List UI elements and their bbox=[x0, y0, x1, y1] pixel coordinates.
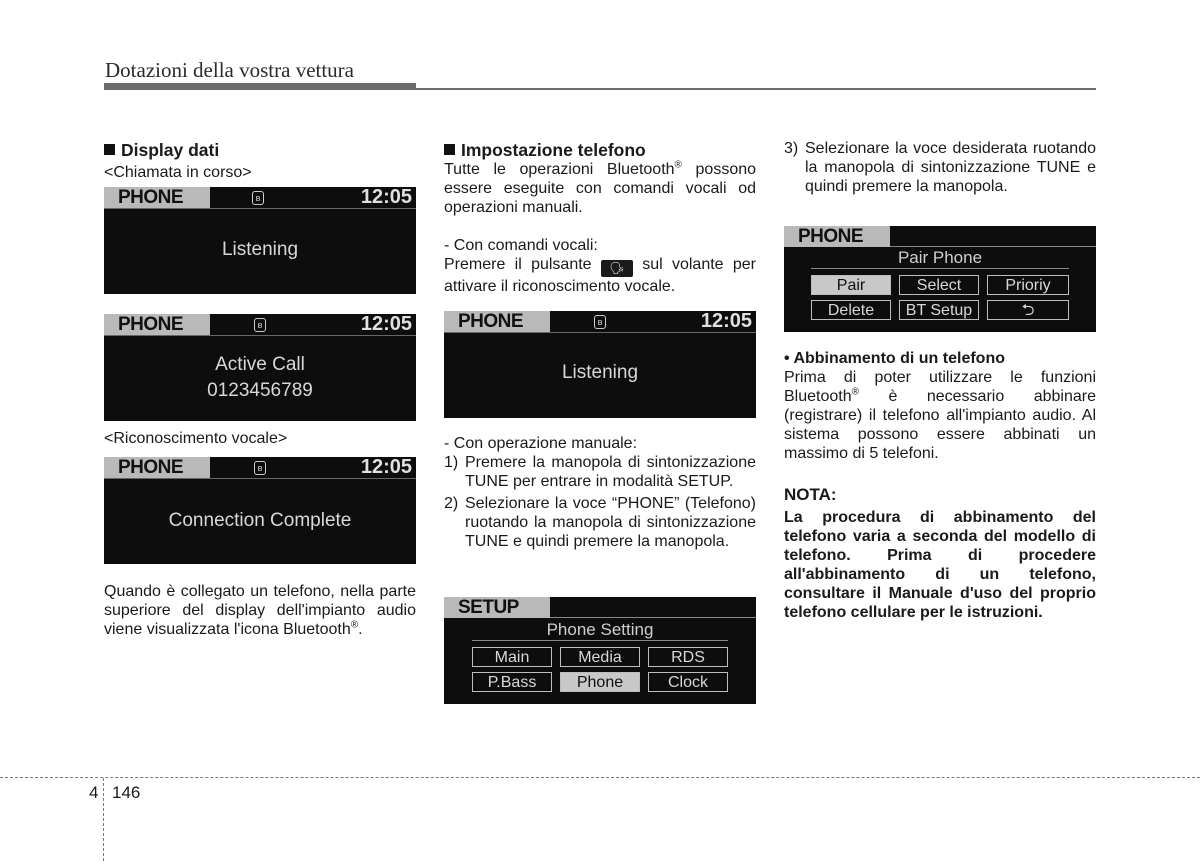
lcd-clock: 12:05 bbox=[360, 457, 412, 478]
left-column bbox=[104, 140, 416, 182]
menu-button-clock[interactable]: Clock bbox=[648, 672, 728, 692]
lcd-clock: 12:05 bbox=[700, 311, 752, 332]
header-rule-thick bbox=[104, 83, 416, 90]
lcd-active-call bbox=[104, 314, 416, 421]
step-1: 1) Premere la manopola di sintonizzazione TUNE per entrare in modalità SETUP. bbox=[444, 454, 756, 490]
lcd-pair-phone-menu bbox=[784, 226, 1096, 332]
menu-button-priority[interactable]: Prioriy bbox=[987, 275, 1069, 295]
menu-button-phone[interactable]: Phone bbox=[560, 672, 640, 692]
step-3: 3) Selezionare la voce desiderata ruotando la manopola di sintonizzazione TUNE e quindi premere la manopola. bbox=[784, 140, 1096, 195]
lcd-mode-tag: PHONE bbox=[104, 457, 210, 478]
menu-button-bt-setup[interactable]: BT Setup bbox=[899, 300, 979, 320]
lcd-message: Listening bbox=[561, 362, 639, 383]
menu-button-media[interactable]: Media bbox=[560, 647, 640, 667]
chapter-number: 4 bbox=[89, 783, 99, 802]
footer-dashed-rule bbox=[0, 777, 1200, 778]
step-2: 2) Selezionare la voce “PHONE” (Telefono) ruotando la manopola di sintonizzazione TUNE e quindi premere la manopola. bbox=[444, 495, 756, 550]
section-heading-display: Display dati bbox=[104, 140, 416, 160]
voice-paragraph: Premere il pulsante 🗣 sul volante per attivare il riconoscimento vocale. bbox=[444, 256, 756, 295]
right-text-block bbox=[784, 349, 1096, 622]
lcd-clock: 12:05 bbox=[360, 187, 412, 208]
intro-paragraph: Tutte le operazioni Bluetooth® possono essere eseguite con comandi vocali od operazioni manuali. bbox=[444, 159, 757, 216]
bluetooth-icon: ʙ bbox=[252, 191, 264, 205]
menu-button-main[interactable]: Main bbox=[472, 647, 552, 667]
lcd-clock: 12:05 bbox=[360, 314, 412, 335]
page-number: 146 bbox=[112, 783, 141, 802]
right-column bbox=[784, 139, 1096, 196]
lcd-phone-number: 0123456789 bbox=[207, 380, 313, 401]
lcd-setup-menu bbox=[444, 597, 756, 704]
lcd-mode-tag: SETUP bbox=[444, 597, 550, 618]
lcd-call-status: Active Call bbox=[215, 354, 305, 375]
pairing-paragraph: Prima di poter utilizzare le funzioni Bluetooth® è necessario abbinare (registrare) il telefono all'impianto audio. Al sistema possono essere abbinati un massimo di 5 telefoni. bbox=[784, 369, 1096, 462]
running-header: Dotazioni della vostra vettura bbox=[105, 58, 354, 82]
note-heading: NOTA: bbox=[784, 485, 837, 504]
voice-heading: - Con comandi vocali: bbox=[444, 237, 598, 254]
menu-button-delete[interactable]: Delete bbox=[811, 300, 891, 320]
square-bullet-icon bbox=[444, 144, 455, 155]
lcd-message: Listening bbox=[221, 239, 299, 260]
menu-button-pbass[interactable]: P.Bass bbox=[472, 672, 552, 692]
back-arrow-icon[interactable]: ⮌ bbox=[987, 300, 1069, 320]
menu-button-select[interactable]: Select bbox=[899, 275, 979, 295]
subheading-call: <Chiamata in corso> bbox=[104, 164, 252, 181]
bluetooth-icon: ʙ bbox=[594, 315, 606, 329]
lcd-mode-tag: PHONE bbox=[784, 226, 890, 247]
menu-button-pair[interactable]: Pair bbox=[811, 275, 891, 295]
menu-button-rds[interactable]: RDS bbox=[648, 647, 728, 667]
lcd-message: Connection Complete bbox=[168, 510, 352, 531]
manual-steps bbox=[444, 434, 756, 551]
voice-command-button-icon: 🗣 bbox=[601, 260, 633, 277]
lcd-menu-title: Pair Phone bbox=[897, 248, 983, 267]
footer-dashed-divider bbox=[103, 778, 104, 861]
note-paragraph: La procedura di abbinamento del telefono varia a seconda del modello di telefono. Prima di procedere all'abbinamento di un telefono, consultare il Manuale d'uso del proprio telefono cellulare per le istruzioni. bbox=[784, 509, 1096, 621]
lcd-mode-tag: PHONE bbox=[444, 311, 550, 332]
manual-heading: - Con operazione manuale: bbox=[444, 435, 638, 452]
lcd-listening-2 bbox=[444, 311, 756, 418]
pairing-heading: • Abbinamento di un telefono bbox=[784, 350, 1005, 367]
lcd-mode-tag: PHONE bbox=[104, 187, 210, 208]
subheading-voice: <Riconoscimento vocale> bbox=[104, 430, 288, 447]
bluetooth-icon: ʙ bbox=[254, 461, 266, 475]
header-rule-thin bbox=[416, 88, 1096, 90]
section-heading-phone-setup: Impostazione telefono bbox=[444, 140, 756, 160]
lcd-mode-tag: PHONE bbox=[104, 314, 210, 335]
middle-column bbox=[444, 140, 756, 296]
lcd-menu-title: Phone Setting bbox=[546, 620, 654, 639]
square-bullet-icon bbox=[104, 144, 115, 155]
left-paragraph: Quando è collegato un telefono, nella parte superiore del display dell'impianto audio viene visualizzata l'icona Bluetooth®. bbox=[104, 583, 416, 638]
lcd-connection bbox=[104, 457, 416, 564]
bluetooth-icon: ʙ bbox=[254, 318, 266, 332]
lcd-listening-1 bbox=[104, 187, 416, 294]
